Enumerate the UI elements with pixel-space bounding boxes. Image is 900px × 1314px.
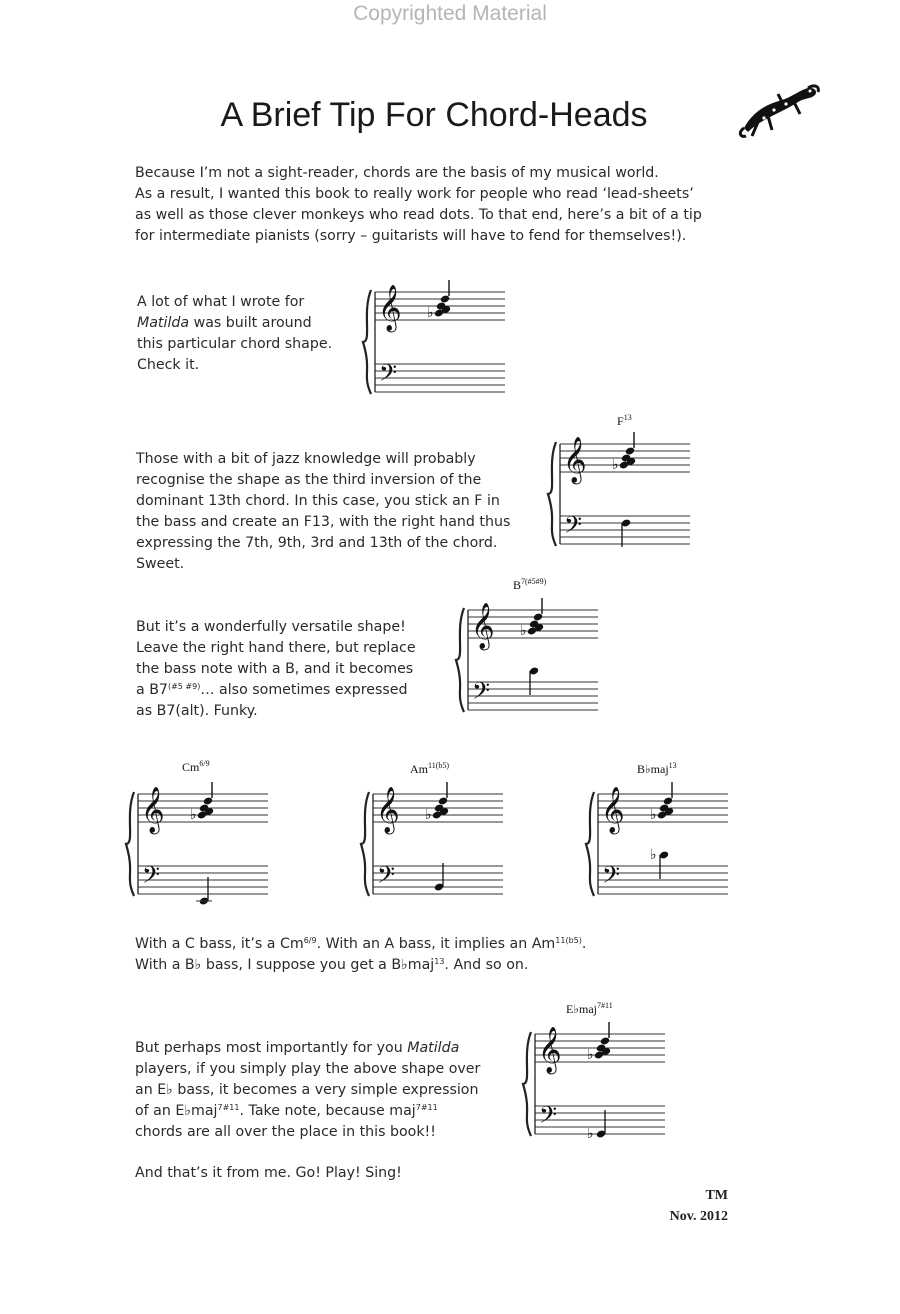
- bass-clef-icon: 𝄢: [564, 511, 583, 544]
- grand-staff-bbmaj13: [578, 782, 730, 912]
- treble-clef-icon: 𝄞: [538, 1027, 562, 1073]
- chord-label-cm69: $Cm^{6/9}$: [182, 759, 210, 774]
- signature-initials: TM: [705, 1188, 728, 1203]
- bass-clef-icon: 𝄢: [379, 359, 398, 392]
- chord-label-ebmaj7s11: E♭maj$^{7\#11}$: [566, 1001, 613, 1016]
- bass-flat-icon: ♭: [650, 847, 657, 863]
- paragraph-f13: Those with a bit of jazz knowledge will probably recognise the shape as the third inversion of the dominant 13th chord. In this case, you stick an F in the bass and create an F13, with the right hand thus expressing the 7th, 9th, 3rd and 13th of the chord. Sweet.: [136, 451, 511, 572]
- flat-icon: ♭: [612, 457, 619, 473]
- signature-date: Nov. 2012: [669, 1209, 728, 1224]
- watermark: Copyrighted Material: [353, 2, 547, 25]
- paragraph-maj7-sharp11: But perhaps most importantly for you Matilda players, if you simply play the above shape over an E♭ bass, it becomes a very simple expression of an E♭maj$^{7\#11}$. Take note, because maj$^{7\#11}$ chords are all over the place in this book!!: [135, 1040, 481, 1140]
- flat-icon: ♭: [427, 305, 434, 321]
- treble-clef-icon: 𝄞: [378, 285, 402, 331]
- brace: [126, 792, 134, 896]
- grand-staff-shape: [355, 280, 507, 410]
- bass-flat-icon: ♭: [587, 1126, 594, 1142]
- closing-line: And that’s it from me. Go! Play! Sing!: [135, 1165, 402, 1181]
- chord-label-am11b5: $Am^{11(b5)}$: [410, 761, 450, 776]
- flat-icon: ♭: [190, 807, 197, 823]
- chord-label-b7alt: $B^{7(\#5\#9)}$: [513, 577, 547, 592]
- paragraph-bass-variants: With a C bass, it’s a $Cm^{6/9}$. With an A bass, it implies an $Am^{11(b5)}$. With a B♭ bass, I suppose you get a B♭maj$^{13}$. And so on.: [135, 936, 587, 973]
- paragraph-b7alt: But it’s a wonderfully versatile shape! Leave the right hand there, but replace the bass note with a B, and it becomes a $B7^{(\#5 \#9)}\dots$ also sometimes expressed as B7(alt). Funky.: [136, 619, 416, 719]
- flat-icon: ♭: [650, 807, 657, 823]
- bass-clef-icon: 𝄢: [602, 861, 621, 894]
- treble-clef-icon: 𝄞: [563, 437, 587, 483]
- brace: [363, 290, 371, 394]
- bass-clef-icon: 𝄢: [472, 677, 491, 710]
- treble-clef-icon: 𝄞: [601, 787, 625, 833]
- bass-clef-icon: 𝄢: [142, 861, 161, 894]
- grand-staff-am11b5: [353, 782, 505, 912]
- brace: [456, 608, 464, 712]
- grand-staff-f13: [540, 432, 692, 562]
- paragraph-matilda-shape: A lot of what I wrote for Matilda was built around this particular chord shape. Check it.: [137, 294, 333, 373]
- brace: [361, 792, 369, 896]
- treble-clef-icon: 𝄞: [376, 787, 400, 833]
- chord-label-f13: $F^{13}$: [617, 413, 632, 428]
- treble-clef-icon: 𝄞: [471, 603, 495, 649]
- grand-staff-b7alt: [448, 598, 600, 728]
- bass-clef-icon: 𝄢: [377, 861, 396, 894]
- flat-icon: ♭: [520, 623, 527, 639]
- flat-icon: ♭: [587, 1047, 594, 1063]
- grand-staff-cm69: [118, 782, 270, 912]
- grand-staff-ebmaj7s11: [515, 1022, 667, 1152]
- brace: [548, 442, 556, 546]
- bass-clef-icon: 𝄢: [539, 1101, 558, 1134]
- lizard-icon: [738, 80, 820, 140]
- page-title: A Brief Tip For Chord-Heads: [220, 96, 648, 134]
- flat-icon: ♭: [425, 807, 432, 823]
- brace: [586, 792, 594, 896]
- brace: [523, 1032, 531, 1136]
- intro-paragraph: Because I’m not a sight-reader, chords are the basis of my musical world. As a result, I wanted this book to really work for people who read ‘lead-sheets’ as well as those clever monkeys who read dots. To that end, here’s a bit of a tip for intermediate pianists (sorry – guitarists will have to fend for themselves!).: [135, 165, 702, 244]
- chord-label-bbmaj13: B♭maj$^{13}$: [637, 761, 677, 776]
- treble-clef-icon: 𝄞: [141, 787, 165, 833]
